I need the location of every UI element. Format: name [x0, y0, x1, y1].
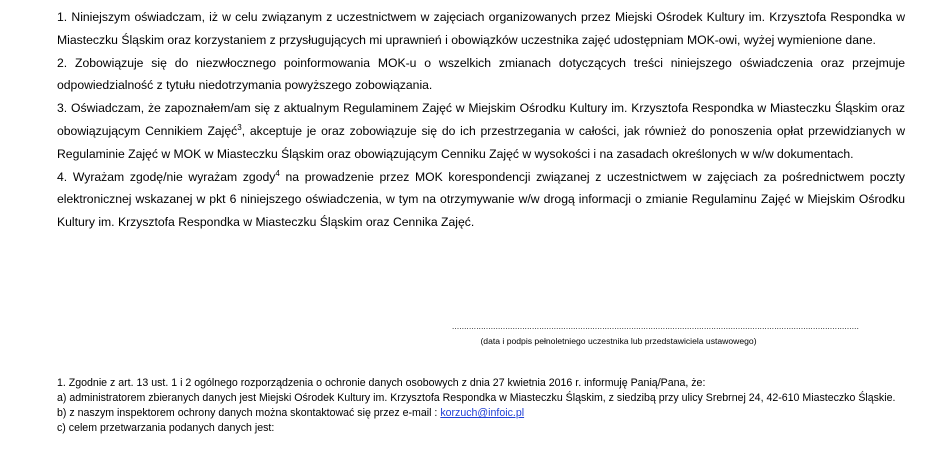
footnote-section — [57, 376, 905, 436]
declaration-text-cont: na prowadzenie przez MOK korespondencji związanej z uczestnictwem w zajęciach za pośrednictwem poczty elektronicznej wskazanej w pkt 6 niniejszego oświadczenia, w tym na otrzymywanie w/w drogą informacji o zmianie Regulaminu Zajęć w Miejskim Ośrodku Kultury im. Krzysztofa Respondka w Miasteczku Śląskim oraz Cennika Zajęć. — [57, 169, 905, 230]
declaration-text: Wyrażam zgodę/nie wyrażam zgody — [72, 169, 276, 184]
declaration-1 — [57, 6, 905, 52]
footnote-item-c: c) celem przetwarzania podanych danych jest: — [57, 422, 275, 434]
footnote-item-b — [57, 406, 905, 421]
footnote-ref-4: 4 — [275, 168, 280, 178]
footnote-item-a: a) administratorem zbieranych danych jest Miejski Ośrodek Kultury im. Krzysztofa Respondka w Miasteczku Śląskim, z siedzibą przy ulicy Srebrnej 24, 42-610 Miasteczko Śląskie. — [57, 392, 896, 404]
declaration-number: 4. — [57, 169, 68, 184]
declaration-number: 3. — [57, 101, 68, 116]
declaration-text: Oświadczam, że zapoznałem/am się z aktualnym Regulaminem Zajęć w Miejskim Ośrodku Kultury im. Krzysztofa Respondka w Miasteczku Śląskim oraz obowiązującym Cennikiem Zajęć — [57, 101, 905, 138]
declaration-text: Niniejszym oświadczam, iż w celu związanym z uczestnictwem w zajęciach organizowanych przez Miejski Ośrodek Kultury im. Krzysztofa Respondka w Miasteczku Śląskim oraz korzystaniem z przysługujących mi uprawnień i obowiązków uczestnika zajęć udostępniam MOK-owi, wyżej wymienione dane. — [57, 10, 906, 47]
signature-caption: (data i podpis pełnoletniego uczestnika lub przedstawiciela ustawowego) — [480, 336, 757, 346]
footnote-ref-3: 3 — [237, 122, 242, 132]
signature-block — [452, 322, 860, 347]
declaration-3 — [57, 97, 905, 165]
footnote-item-b-text: b) z naszym inspektorem ochrony danych można skontaktować się przez e-mail : — [57, 407, 441, 419]
email-link[interactable]: korzuch@infoic.pl — [440, 407, 525, 419]
declaration-number: 1. — [57, 10, 68, 24]
declaration-4 — [57, 166, 905, 234]
signature-line: ........................................................................................................................................................................ — [452, 322, 860, 331]
declaration-2 — [57, 52, 905, 98]
footnote-intro: 1. Zgodnie z art. 13 ust. 1 i 2 ogólnego rozporządzenia o ochronie danych osobowych z dnia 27 kwietnia 2016 r. informuję Panią/Pana, że: — [57, 377, 706, 389]
declaration-text: Zobowiązuje się do niezwłocznego poinformowania MOK-u o wszelkich zmianach dotyczących treści niniejszego oświadczenia oraz przejmuje odpowiedzialność z tytułu niedotrzymania powyższego zobowiązania. — [57, 55, 906, 93]
declaration-number: 2. — [57, 55, 68, 70]
declarations-section — [57, 6, 905, 234]
declaration-text-cont: , akceptuje je oraz zobowiązuje się do ich przestrzegania w całości, jak również do ponoszenia opłat przewidzianych w Regulaminie Zajęć w MOK w Miasteczku Śląskim oraz obowiązującym Cenniku Zajęć w wysokości i na zasadach określonych w w/w dokumentach. — [57, 123, 905, 161]
